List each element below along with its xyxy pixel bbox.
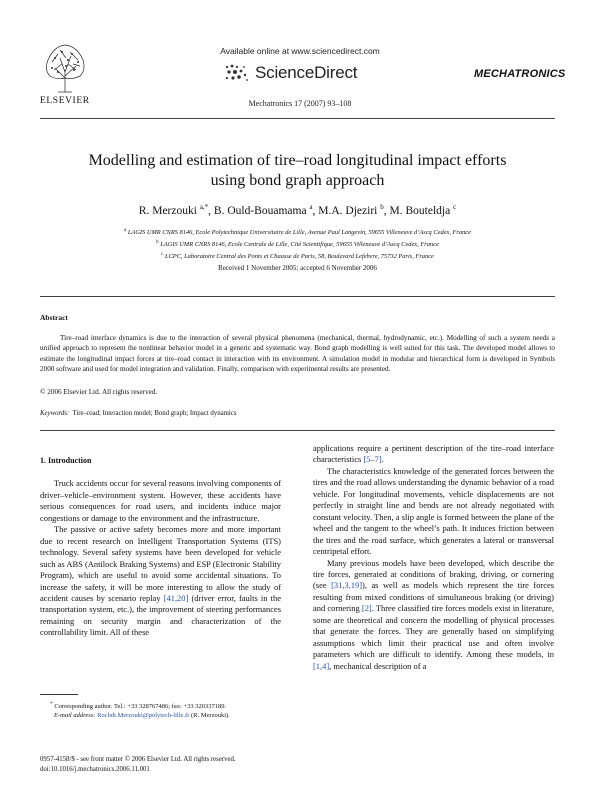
affiliation-text: LAGIS UMR CNRS 8146, Ecole Centrale de Lille, Cité Scientifique, 59655 Villeneuve d’Ascq Cedex, France <box>160 241 439 249</box>
keywords-text: Tire–road; Interaction model; Bond graph; Impact dynamics <box>72 410 237 417</box>
footnote-marker: * <box>50 701 53 707</box>
author-name[interactable]: M. Bouteldja <box>389 204 451 217</box>
abstract-heading: Abstract <box>40 313 68 322</box>
title-line-2: using bond graph approach <box>210 171 385 189</box>
author-name[interactable]: B. Ould-Bouamama <box>213 204 307 217</box>
abstract-copyright: © 2006 Elsevier Ltd. All rights reserved. <box>40 388 158 396</box>
email-link[interactable]: Rochdi.Merzouki@polytech-lille.fr <box>97 711 190 719</box>
author-affiliation-marker: b <box>380 203 384 211</box>
elsevier-tree-logo <box>40 40 90 94</box>
right-column <box>313 443 554 672</box>
paragraph-text: Many previous models have been developed, which describe the tire forces, generated at conditions of braking, driving, or cornering (see <box>313 557 554 591</box>
paragraph: Truck accidents occur for several reasons involving components of driver–vehicle–environment system. However, these accidents have serious consequences for road users, and incidents induce major congestions or damage to the environment and the infrastructure. <box>40 478 281 523</box>
sciencedirect-dots-icon <box>224 63 250 83</box>
paragraph-text: applications require a pertinent description of the tire–road interface characteristics <box>313 443 554 465</box>
bottom-publication-info <box>40 755 340 774</box>
author-affiliation-marker: a <box>309 203 313 211</box>
paragraph-text: . Three classified tire forces models exist in literature, some are theoretical and concern the modelling of physical processes that generate the forces. They are generally based on simplifying assumptions which limit their practical use and often involve parameters which are difficult to identify. Among these models, in <box>313 603 555 660</box>
received-dates: Received 1 November 2005; accepted 6 November 2006 <box>218 264 377 272</box>
keywords-label: Keywords: <box>40 410 70 417</box>
abstract-bottom-divider <box>40 430 555 431</box>
citation-link[interactable]: [2] <box>361 603 372 614</box>
abstract-body: Tire–road interface dynamics is due to the interaction of several physical phenomena (mechanical, thermal, hydrodynamic, etc.). Modelling of such a system needs a unified approach to represent the nonlinear behavior model in a generic and systematic way. Bond graph modelling is well suited for this task. The developed model allows to estimate the longitudinal impact forces at tire–road contact in interaction with its environment. A simulation model in modular and hierarchical form is developed in Symbols 2000 software and used for model integration and validation. Finally, comparison with experimental results are presented. <box>40 334 555 374</box>
footnote-divider <box>40 694 78 695</box>
author-affiliation-marker: a,* <box>199 203 209 211</box>
affiliation <box>40 238 555 250</box>
paragraph-text: (driver error, faults in the transportation system, etc.), the improvement of steering performances remaining on security margin and characterization of the controllability limit. All of these <box>40 592 281 638</box>
email-suffix: (R. Merzouki). <box>191 711 230 719</box>
corresponding-author-footnote <box>40 700 300 721</box>
doi-line[interactable]: doi:10.1016/j.mechatronics.2006.11.001 <box>40 765 150 773</box>
affiliation-marker: a <box>124 228 127 233</box>
paragraph: applications require a pertinent description of the tire–road interface characteristics [5–7]. <box>313 443 554 465</box>
affiliation-list <box>40 226 555 262</box>
journal-citation: Mechatronics 17 (2007) 93–108 <box>248 99 352 108</box>
affiliation-marker: c <box>161 252 164 258</box>
paragraph-text: ), as well as models which represent the tire forces resulting from mixed conditions of simultaneous braking (or driving) and cornering <box>313 580 554 614</box>
paragraph-text: The passive or active safety becomes more and more important due to recent research on Intelligent Transportation Systems (ITS) technology. Several safety systems have been developed for vehicle such as ABS (Antilock Braking Systems) and ESP (Electronic Stability Program), which are useful to avoid some accidental situations. To increase the safety, it will be more interesting to allow the study of accident causes by scenario replay <box>40 524 281 603</box>
affiliation-text: LCPC, Laboratoire Central des Ponts et Chausse de Paris, 58, Boulevard Lefebvre, 75732 Paris, France <box>164 253 434 261</box>
affiliation <box>40 226 555 238</box>
affiliation-marker: b <box>156 240 159 246</box>
email-label: E-mail address: <box>54 711 96 719</box>
citation-link[interactable]: [31,3,19] <box>331 580 363 591</box>
citation-link[interactable]: [1,4] <box>313 660 330 671</box>
citation-link[interactable]: [41,20] <box>163 592 189 603</box>
title-line-1: Modelling and estimation of tire–road longitudinal impact efforts <box>88 152 507 169</box>
issn-line: 0957-4158/$ - see front matter © 2006 Elsevier Ltd. All rights reserved. <box>40 756 236 763</box>
author-name[interactable]: R. Merzouki <box>138 204 197 217</box>
publisher-name: ELSEVIER <box>40 96 90 106</box>
paragraph <box>40 524 281 639</box>
paragraph-text: , mechanical description of a <box>329 660 427 671</box>
paragraph <box>313 558 554 673</box>
journal-logo: MECHATRONICS <box>474 68 566 80</box>
sciencedirect-logo[interactable] <box>224 62 357 84</box>
header-divider <box>40 118 555 119</box>
abstract-top-divider <box>40 296 555 297</box>
affiliation-text: LAGIS UMR CNRS 8146, Ecole Polytechnique Universitaire de Lille, Avenue Paul Langevin, 59655 Villeneuve d’Ascq Cedex, France <box>127 229 471 237</box>
available-online-link[interactable]: Available online at www.sciencedirect.com <box>220 46 380 56</box>
paragraph: The characteristics knowledge of the generated forces between the tires and the road allows understanding the dynamic behavior of a road vehicle. For longitudinal movements, vehicle displacements are not perfectly in straight line and bends are not already negotiated with constant velocity. Then, a slip angle is formed between the plane of the wheel and the tangent to the wheel’s path. It induces friction between the tires and the road surface, which generates a lateral or transversal centripetal effort. <box>313 465 554 557</box>
keywords <box>40 410 236 417</box>
author-list: R. Merzouki $^{a,*}$, B. Ould-Bouamama $^a$, M.A. Djeziri $^b$, M. Bouteldja $^c$ <box>138 203 457 217</box>
footnote-text: Corresponding author. Tel.: +33 328767486; fax: +33 320337189. <box>54 703 227 711</box>
left-column <box>40 455 281 639</box>
author-affiliation-marker: c <box>453 203 457 211</box>
affiliation <box>40 250 555 262</box>
sciencedirect-wordmark: ScienceDirect <box>255 63 358 82</box>
section-heading-introduction: 1. Introduction <box>40 456 92 465</box>
author-name[interactable]: M.A. Djeziri <box>318 204 378 217</box>
article-title <box>40 151 555 190</box>
citation-link[interactable]: [5–7] <box>363 454 382 465</box>
